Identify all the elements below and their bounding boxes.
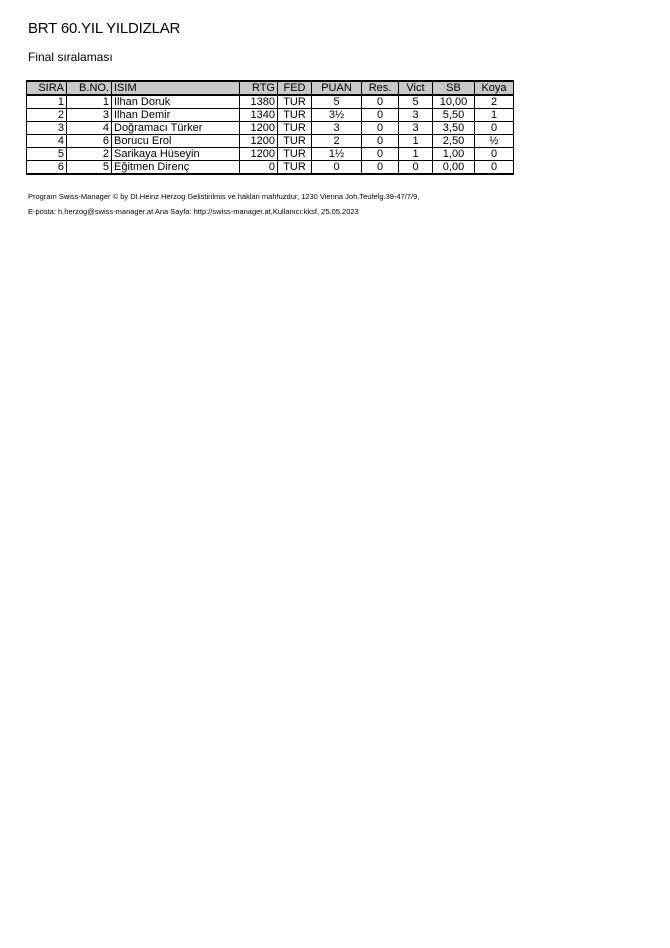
- cell-res: 0: [362, 148, 399, 161]
- cell-isim: Borucu Erol: [112, 135, 240, 148]
- header-fed: FED: [278, 81, 312, 95]
- cell-sira: 1: [27, 95, 67, 109]
- table-row: [27, 135, 514, 148]
- cell-bno: 1: [67, 95, 112, 109]
- footer-copyright: Program Swiss-Manager © by DI.Heinz Herzog Gelistirilmis ve haklari mahfuzdur, 1230 Vienna Joh.Teufelg.39-47/7/9,: [28, 192, 420, 201]
- cell-puan: 0: [312, 161, 362, 175]
- document-subtitle: Final sıralaması: [28, 50, 113, 64]
- cell-sb: 0,00: [433, 161, 475, 175]
- cell-koya: 0: [475, 161, 514, 175]
- cell-res: 0: [362, 95, 399, 109]
- header-isim: ISIM: [112, 81, 240, 95]
- header-bno: B.NO.: [67, 81, 112, 95]
- cell-rtg: 1200: [240, 148, 278, 161]
- cell-puan: 5: [312, 95, 362, 109]
- cell-fed: TUR: [278, 161, 312, 175]
- cell-vict: 0: [399, 161, 433, 175]
- cell-bno: 4: [67, 122, 112, 135]
- cell-vict: 3: [399, 109, 433, 122]
- cell-vict: 1: [399, 135, 433, 148]
- cell-sb: 2,50: [433, 135, 475, 148]
- cell-sira: 5: [27, 148, 67, 161]
- cell-res: 0: [362, 122, 399, 135]
- cell-rtg: 1200: [240, 135, 278, 148]
- cell-sb: 5,50: [433, 109, 475, 122]
- cell-bno: 3: [67, 109, 112, 122]
- cell-rtg: 1340: [240, 109, 278, 122]
- cell-koya: ½: [475, 135, 514, 148]
- cell-koya: 0: [475, 122, 514, 135]
- cell-fed: TUR: [278, 95, 312, 109]
- cell-puan: 1½: [312, 148, 362, 161]
- cell-sira: 4: [27, 135, 67, 148]
- cell-vict: 3: [399, 122, 433, 135]
- cell-sb: 3,50: [433, 122, 475, 135]
- cell-sira: 6: [27, 161, 67, 175]
- cell-res: 0: [362, 161, 399, 175]
- header-koya: Koya: [475, 81, 514, 95]
- cell-fed: TUR: [278, 148, 312, 161]
- cell-rtg: 1200: [240, 122, 278, 135]
- cell-bno: 5: [67, 161, 112, 175]
- cell-sira: 2: [27, 109, 67, 122]
- cell-isim: Sarikaya Hüseyin: [112, 148, 240, 161]
- cell-isim: Eğitmen Direnç: [112, 161, 240, 175]
- cell-fed: TUR: [278, 135, 312, 148]
- cell-koya: 1: [475, 109, 514, 122]
- standings-table: [26, 80, 514, 175]
- cell-vict: 5: [399, 95, 433, 109]
- cell-puan: 3: [312, 122, 362, 135]
- footer-contact: E-posta: h.herzog@swiss-manager.at Ana Sayfa: http://swiss-manager.at,Kullanıcı:kksf, 25.05.2023: [28, 207, 359, 216]
- table-row: [27, 95, 514, 109]
- cell-sb: 10,00: [433, 95, 475, 109]
- cell-rtg: 1380: [240, 95, 278, 109]
- cell-puan: 3½: [312, 109, 362, 122]
- cell-bno: 6: [67, 135, 112, 148]
- cell-sira: 3: [27, 122, 67, 135]
- cell-isim: Ilhan Doruk: [112, 95, 240, 109]
- cell-rtg: 0: [240, 161, 278, 175]
- header-rtg: RTG: [240, 81, 278, 95]
- table-row: [27, 161, 514, 175]
- cell-isim: Doğramacı Türker: [112, 122, 240, 135]
- cell-fed: TUR: [278, 122, 312, 135]
- cell-res: 0: [362, 109, 399, 122]
- cell-res: 0: [362, 135, 399, 148]
- cell-koya: 2: [475, 95, 514, 109]
- header-vict: Vict: [399, 81, 433, 95]
- cell-bno: 2: [67, 148, 112, 161]
- cell-sb: 1,00: [433, 148, 475, 161]
- cell-isim: Ilhan Demir: [112, 109, 240, 122]
- table-row: [27, 148, 514, 161]
- header-sb: SB: [433, 81, 475, 95]
- cell-koya: 0: [475, 148, 514, 161]
- table-row: [27, 109, 514, 122]
- table-row: [27, 122, 514, 135]
- header-res: Res.: [362, 81, 399, 95]
- cell-vict: 1: [399, 148, 433, 161]
- cell-puan: 2: [312, 135, 362, 148]
- header-puan: PUAN: [312, 81, 362, 95]
- cell-fed: TUR: [278, 109, 312, 122]
- header-sira: SIRA: [27, 81, 67, 95]
- document-title: BRT 60.YIL YILDIZLAR: [28, 20, 181, 37]
- table-header-row: [27, 81, 514, 95]
